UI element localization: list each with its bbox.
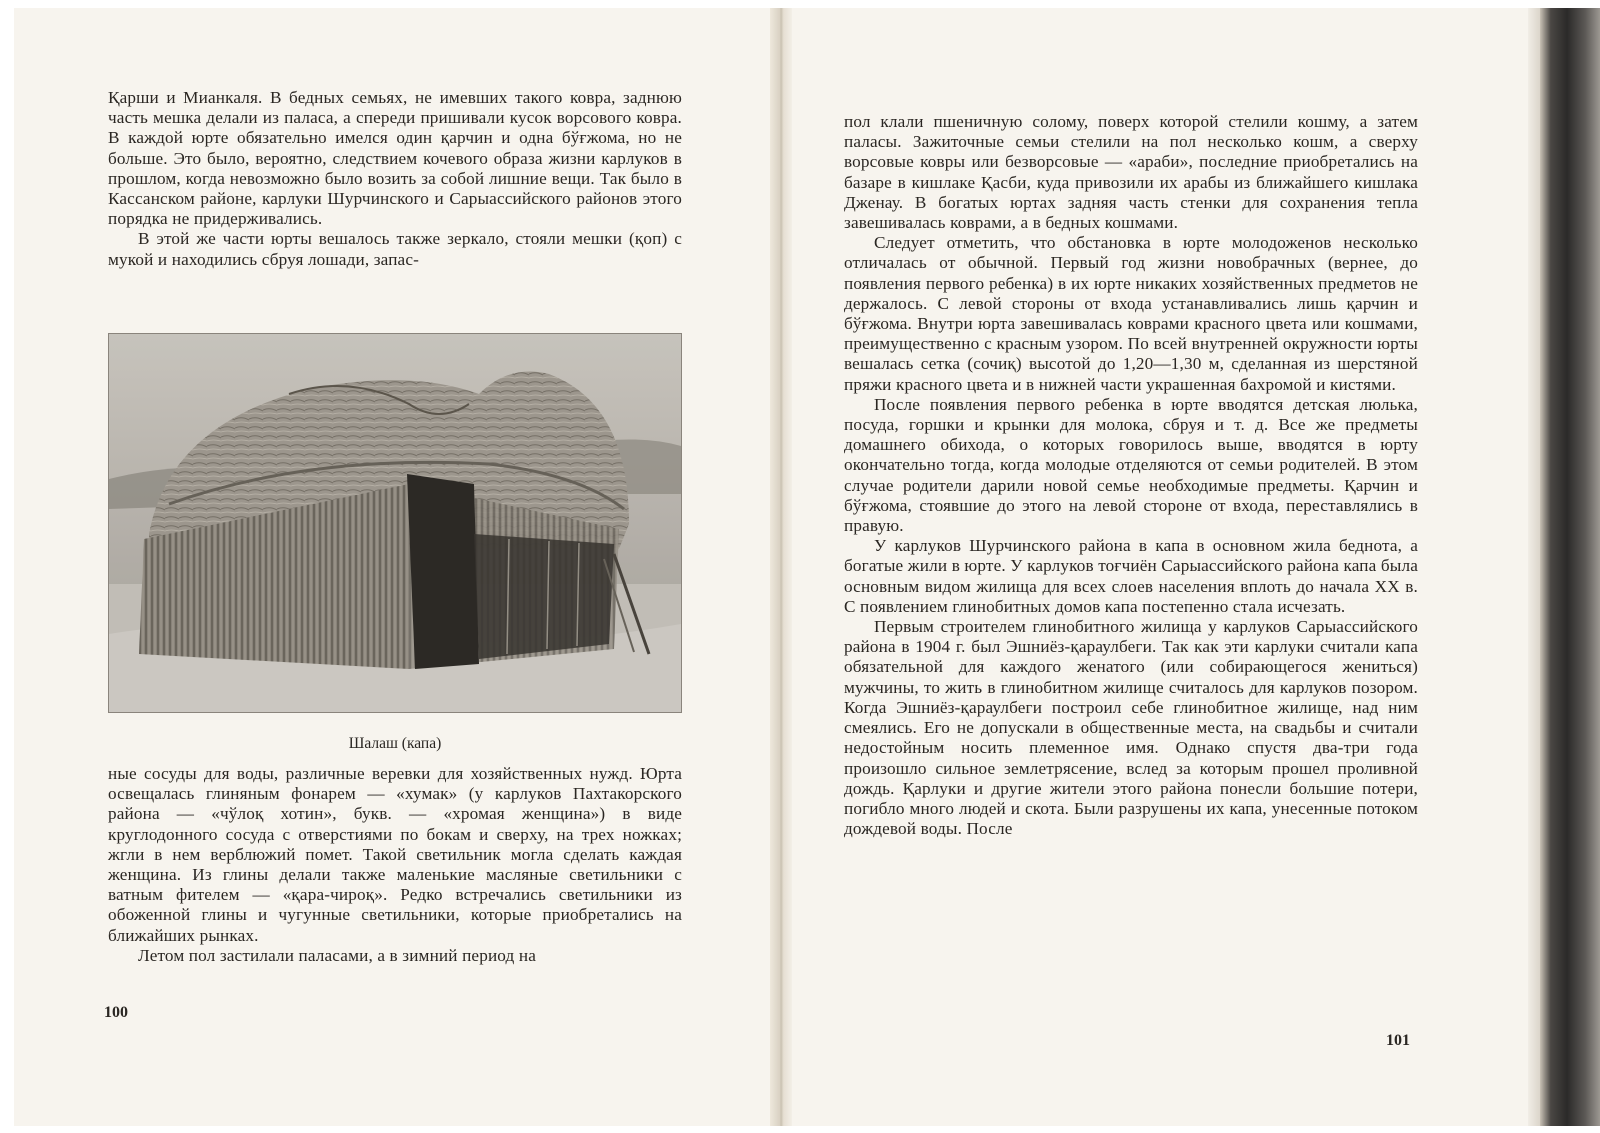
paragraph: ные сосуды для воды, различные веревки для хозяйственных нужд. Юрта освещалась глиняным фонарем — «хумак» (у карлуков Пахтакорского района — «чўлоқ хотин», букв. — «хромая женщина») в виде круглодонного сосуда с отверстиями по бокам и сверху, на трех ножках; жгли в нем верблюжий помет. Такой светильник могла сделать каждая женщина. Из глины делали также маленькие масляные светильники с ватным фителем — «қара-чироқ». Редко встречались светильники из обоженной глины и чугунные светильники, которые приобретались на ближайших рынках. bbox=[108, 764, 682, 945]
paragraph: Қарши и Мианкаля. В бедных семьях, не имевших такого ковра, заднюю часть мешка делали из паласа, а спереди пришивали кусок ворсового ковра. В каждой юрте обязательно имелся один қарчин и одна бўғжома, но не больше. Это было, вероятно, следствием кочевого образа жизни карлуков в прошлом, когда невозможно было возить за собой лишние вещи. Так было в Кассанском районе, карлуки Шурчинского и Сарыассийского районов этого порядка не придерживались. bbox=[108, 88, 682, 229]
paragraph: Первым строителем глинобитного жилища у карлуков Сарыассийского района в 1904 г. был Эшниёз-қараулбеги. Так как эти карлуки считали капа обязательной для каждого женатого (или собирающегося жениться) мужчины, то жить в глинобитном жилище считалось для карлуков позором. Когда Эшниёз-қараулбеги построил себе глинобитное жилище, над ним смеялись. Его не допускали в общественные места, на свадьбы и считали недостойным носить племенное имя. Однако спустя два-три года произошло сильное землетрясение, вслед за которым прошел проливной дождь. Қарлуки и другие жители этого района понесли большие потери, погибло много людей и скота. Были разрушены их капа, унесенные потоком дождевой воды. После bbox=[844, 617, 1418, 839]
left-column-top bbox=[108, 88, 682, 270]
book-spine bbox=[1540, 8, 1600, 1126]
page-number-right: 101 bbox=[1386, 1032, 1410, 1049]
book-gutter bbox=[770, 8, 792, 1126]
yurt-photo bbox=[108, 333, 682, 713]
figure-caption: Шалаш (капа) bbox=[348, 735, 442, 752]
paragraph: В этой же части юрты вешалось также зеркало, стояли мешки (қоп) с мукой и находились сбруя лошади, запас- bbox=[108, 229, 682, 269]
left-column-bottom bbox=[108, 764, 682, 966]
hut-illustration bbox=[109, 334, 681, 712]
paragraph: У карлуков Шурчинского района в капа в основном жила беднота, а богатые жили в юрте. У карлуков тоғчиён Сарыассийского района капа была основным видом жилища для всех слоев населения вплоть до начала XX в. С появлением глинобитных домов капа постепенно стала исчезать. bbox=[844, 536, 1418, 616]
paragraph: Летом пол застилали паласами, а в зимний период на bbox=[138, 945, 537, 965]
paragraph: Следует отметить, что обстановка в юрте молодоженов несколько отличалась от обычной. Первый год жизни новобрачных (вернее, до появления первого ребенка) в их юрте никаких хозяйственных предметов не держалось. С левой стороны от входа устанавливались лишь қарчин и бўғжома. Внутри юрта завешивалась коврами красного цвета или кошмами, преимущественно с красным узором. По всей внутренней окружности юрты вешалась сетка (сочиқ) высотой до 1,20—1,30 м, сделанная из шерстяной пряжи красного цвета и в нижней части украшенная бахромой и кистями. bbox=[844, 233, 1418, 394]
paragraph: После появления первого ребенка в юрте вводятся детская люлька, посуда, горшки и крынки для молока, сбруя и т. д. Все же предметы домашнего обихода, о которых говорилось выше, вводятся в юрту окончательно тогда, когда молодые отделяются от семьи родителей. В этом случае родители дарили новой семье необходимые предметы. Қарчин и бўғжома, стоявшие до этого на левой стороне от входа, переставлялись в правую. bbox=[844, 394, 1418, 536]
page-number-left: 100 bbox=[104, 1004, 128, 1021]
right-column bbox=[844, 112, 1418, 839]
paragraph: пол клали пшеничную солому, поверх которой стелили кошму, а затем паласы. Зажиточные семьи стелили на пол несколько кошм, а сверху ворсовые ковры или безворсовые — «араби», последние приобретались на базаре в кишлаке Қасби, куда привозили их арабы из ближайшего кишлака Дженау. В богатых юртах задняя часть стенки для сохранения тепла завешивалась коврами, а в бедных кошмами. bbox=[844, 112, 1418, 233]
